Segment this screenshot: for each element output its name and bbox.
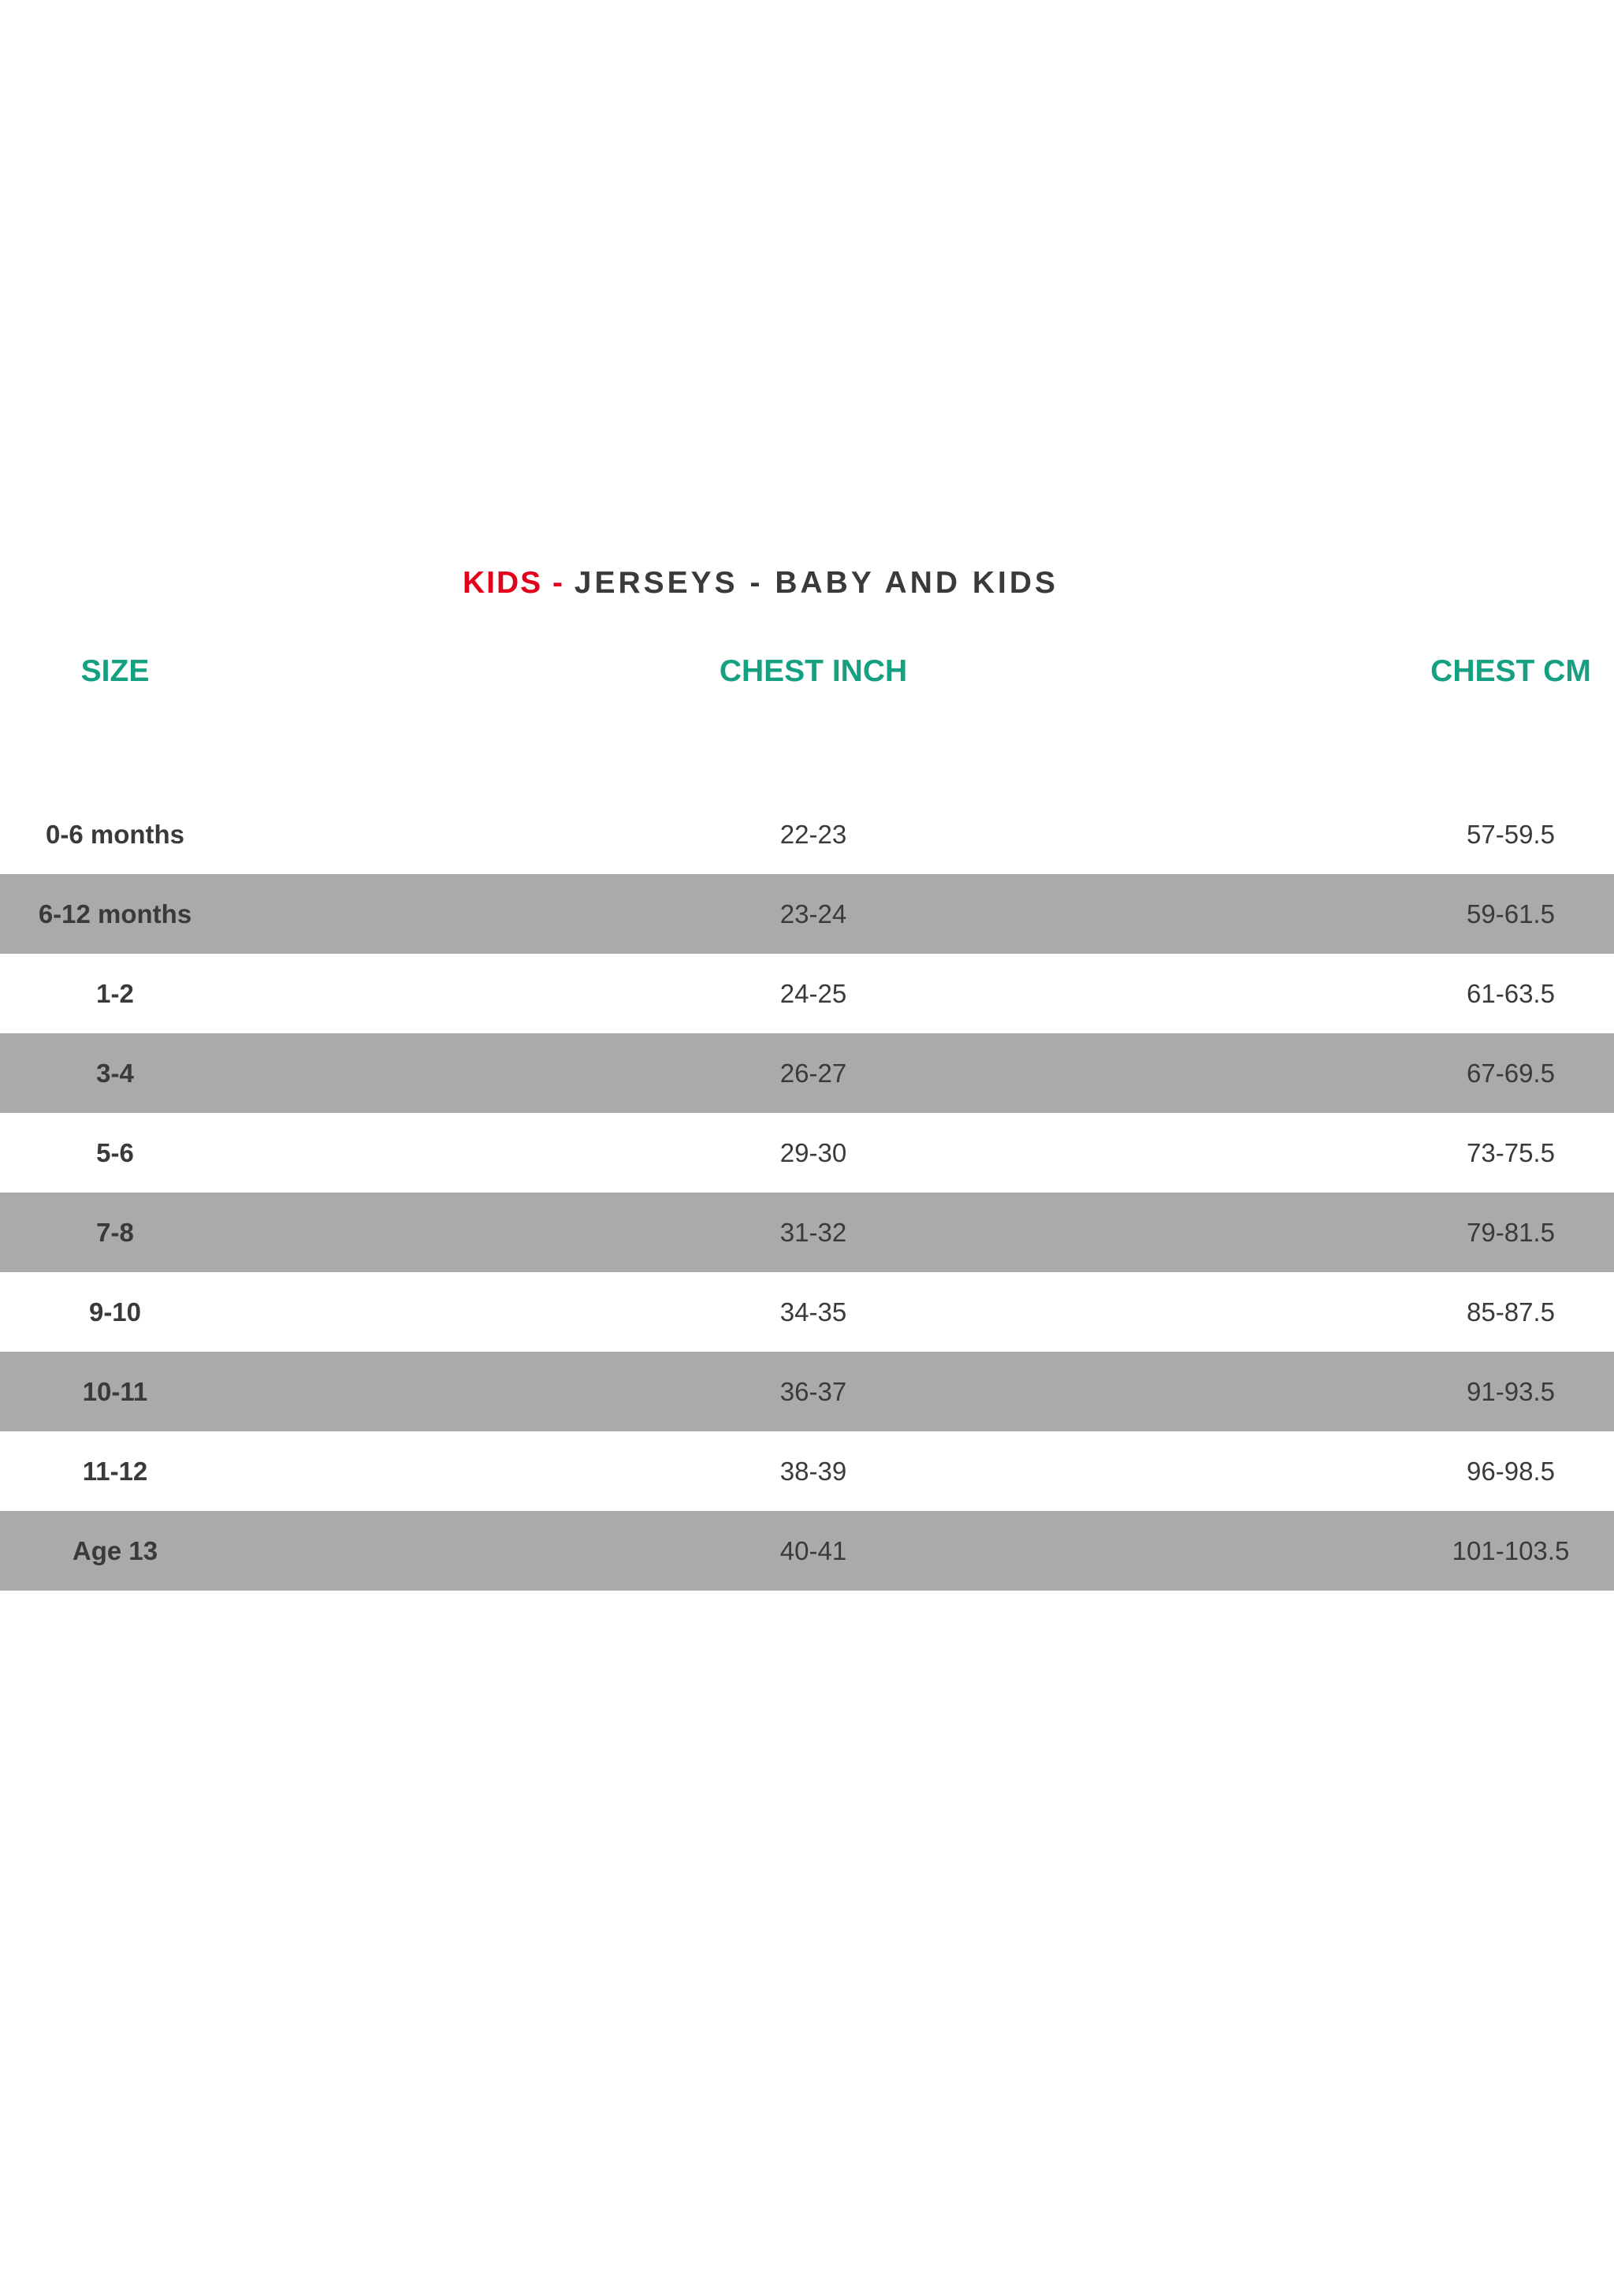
size-table bbox=[0, 794, 1614, 1591]
size-cell: 5-6 bbox=[96, 1138, 134, 1167]
chest-inch-cell: 34-35 bbox=[779, 1297, 847, 1327]
chest-cm-cell: 96-98.5 bbox=[1467, 1457, 1555, 1486]
size-cell: 0-6 months bbox=[45, 820, 185, 849]
table-row bbox=[0, 1431, 1614, 1511]
size-cell: 7-8 bbox=[96, 1218, 134, 1247]
table-row bbox=[0, 1352, 1614, 1431]
size-cell: 11-12 bbox=[82, 1457, 148, 1486]
chest-cm-cell: 101-103.5 bbox=[1452, 1536, 1570, 1565]
chest-cm-cell: 61-63.5 bbox=[1467, 979, 1555, 1008]
size-cell: Age 13 bbox=[72, 1536, 158, 1565]
chest-cm-cell: 79-81.5 bbox=[1467, 1218, 1555, 1247]
chest-inch-cell: 26-27 bbox=[779, 1059, 847, 1088]
chest-cm-cell: 67-69.5 bbox=[1467, 1059, 1555, 1088]
table-row bbox=[0, 874, 1614, 954]
column-header-size: SIZE bbox=[80, 654, 150, 688]
size-cell: 9-10 bbox=[88, 1297, 142, 1327]
size-cell: 6-12 months bbox=[38, 899, 192, 928]
table-row bbox=[0, 1272, 1614, 1352]
chest-inch-cell: 38-39 bbox=[779, 1457, 847, 1486]
size-cell: 10-11 bbox=[82, 1377, 148, 1406]
chest-cm-cell: 91-93.5 bbox=[1467, 1377, 1555, 1406]
chest-inch-cell: 36-37 bbox=[779, 1377, 847, 1406]
title-highlight: KIDS - bbox=[462, 566, 575, 600]
table-row bbox=[0, 1193, 1614, 1272]
table-row bbox=[0, 1033, 1614, 1113]
size-cell: 1-2 bbox=[96, 979, 134, 1008]
chest-inch-cell: 29-30 bbox=[779, 1138, 847, 1167]
chest-inch-cell: 31-32 bbox=[779, 1218, 847, 1247]
page-title bbox=[0, 566, 1521, 601]
size-cell: 3-4 bbox=[96, 1059, 134, 1088]
chest-cm-cell: 73-75.5 bbox=[1467, 1138, 1555, 1167]
chest-inch-cell: 23-24 bbox=[779, 899, 847, 928]
chest-cm-cell: 57-59.5 bbox=[1467, 820, 1555, 849]
table-row bbox=[0, 1511, 1614, 1591]
table-row bbox=[0, 1113, 1614, 1193]
column-header-chest-cm: CHEST CM bbox=[1430, 654, 1591, 688]
table-row bbox=[0, 954, 1614, 1033]
chest-inch-cell: 40-41 bbox=[779, 1536, 847, 1565]
chest-inch-cell: 22-23 bbox=[779, 820, 847, 849]
chest-cm-cell: 59-61.5 bbox=[1467, 899, 1555, 928]
chest-cm-cell: 85-87.5 bbox=[1467, 1297, 1555, 1327]
table-row bbox=[0, 794, 1614, 874]
title-rest: JERSEYS - BABY AND KIDS bbox=[574, 566, 1059, 600]
chest-inch-cell: 24-25 bbox=[779, 979, 847, 1008]
column-header-chest-inch: CHEST INCH bbox=[719, 654, 908, 688]
